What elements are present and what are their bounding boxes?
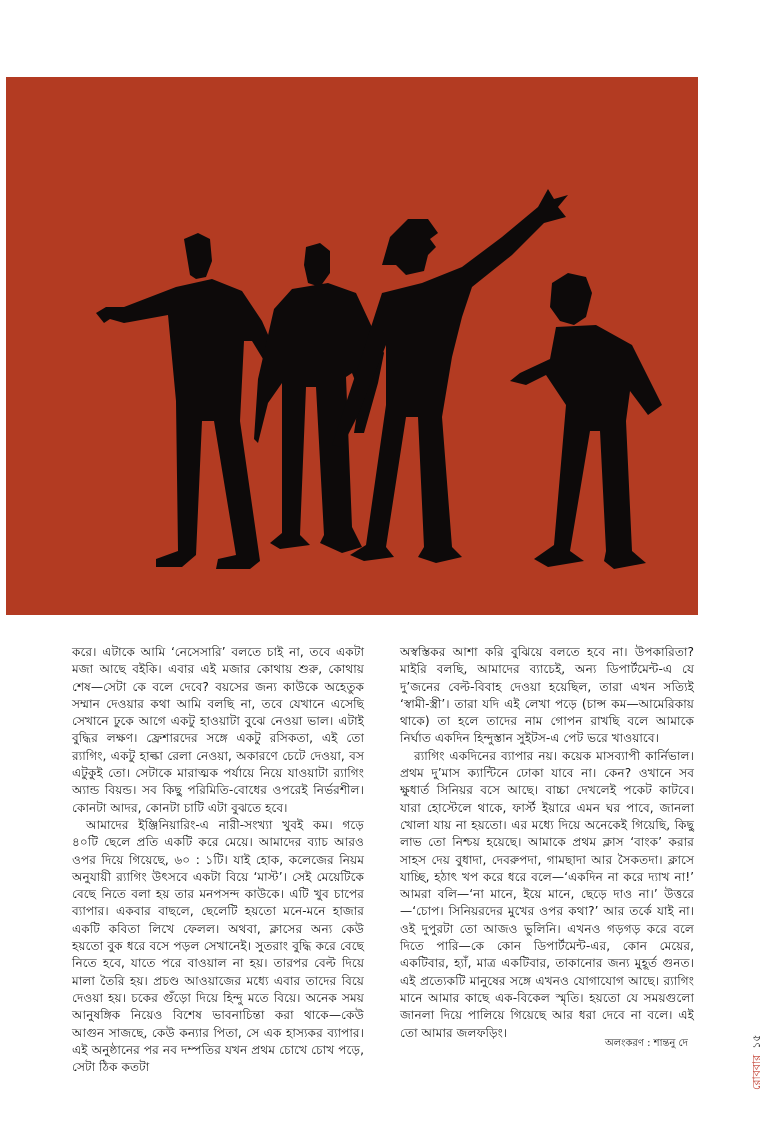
figure-hunched [510,273,662,569]
silhouette-figures-illustration [6,77,698,615]
paragraph: র‍্যাগিং একদিনের ব্যাপার নয়। কয়েক মাসব্যাপী কার্নিভাল। প্রথম দু’মাস ক্যান্টিনে ঢোকা যাবে না। কেন? ওখানে সব ক্ষুধার্ত সিনিয়র বসে আছে। বাচ্চা দেখলেই পকেট কাটবে। যারা হোস্টেলে থাকে, ফার্স্ট ইয়ারে এমন ঘর পাবে, জানলা খোলা যায় না হয়তো। এর মধ্যে দিয়ে অনেকেই গিয়েছি, কিছু লাভ তো নিশ্চয় হয়েছে। আমাকে প্রথম ক্লাস ‘বাংক’ করার সাহস দেয় বুধাদা, দেবরুপদা, গামছাদা আর সৈকতদা। ক্লাসে যাচ্ছি, হঠাৎ খপ করে ধরে বলে—‘একদিন না করে দ্যাখ না!’ আমরা বলি—‘না মানে, ইয়ে মানে, ছেড়ে দাও না।’ উত্তরে—‘চোপ। সিনিয়রদের মুখের ওপর কথা?’ আর তর্কে যাই না। ওই দুপুরটা তো আজও ভুলিনি। এখনও গড়গড় করে বলে দিতে পারি—কে কোন ডিপার্টমেন্ট-এর, কোন মেয়ের, একটিবার, হ্যাঁ, মাত্র একটিবার, তাকানোর জন্য মুহূর্ত গুনত। এই প্রত্যেকটি মানুষের সঙ্গে এখনও যোগাযোগ আছে। র‍্যাগিং মানে আমার কাছে এক-বিকেল স্মৃতি। হয়তো যে সময়গুলো জানলা দিয়ে পালিয়ে গিয়েছে আর ধরা দেবে না বলে। এই তো আমার জলফড়িং। [400,748,694,1040]
page-folio [748,1035,767,1090]
paragraph: আমাদের ইঞ্জিনিয়ারিং-এ নারী-সংখ্যা খুবই কম। গড়ে ৪০টি ছেলে প্রতি একটি করে মেয়ে। আমাদের ব্যাচ আরও ওপর দিয়ে গিয়েছে, ৬০ : ১টি। যাই হোক, কলেজের নিয়ম অনুযায়ী র‍্যাগিং উৎসবে একটা বিয়ে ‘মাস্ট’। সেই মেয়েটিকে বেছে নিতে বলা হয় তার মনপসন্দ কাউকে। এটি খুব চাপের ব্যাপার। একবার বাছলে, ছেলেটি হয়তো মনে-মনে হাজার একটি কবিতা লিখে ফেলল। অথবা, ক্লাসের অন্য কেউ হয়তো বুক ধরে বসে পড়ল সেখানেই। সুতরাং বুদ্ধি করে বেছে নিতে হবে, যাতে পরে বাওয়াল না হয়। তারপর বেল্ট দিয়ে মালা তৈরি হয়। প্রচণ্ড আওয়াজের মধ্যে এবার তাদের বিয়ে দেওয়া হয়। চকের গুঁড়ো দিয়ে হিন্দু মতে বিয়ে। অনেক সময় আনুষঙ্গিক নিয়েও বিশেষ ভাবনাচিন্তা করা থাকে—কেউ আগুন সাজছে, কেউ কন্যার পিতা, সে এক হাস্যকর ব্যাপার। এই অনুষ্ঠানের পর নব দম্পতির যখন প্রথম চোখে চোখ পড়ে, সেটা ঠিক কতটা [72,817,364,1075]
figure-pointing-left [96,233,284,569]
magazine-name: রোববার [750,1054,763,1090]
page-number: ১৫ [750,1034,763,1049]
paragraph: অস্বস্তিকর আশা করি বুঝিয়ে বলতে হবে না। উপকারিতা? মাইরি বলছি, আমাদের ব্যাচেই, অন্য ডিপার্টমেন্ট-এ যে দু’জনের বেল্ট-বিবাহ দেওয়া হয়েছিল, তারা এখন সত্যিই ‘স্বামী-স্ত্রী’। তারা যদি এই লেখা পড়ে (চান্স কম—আমেরিকায় থাকে) তা হলে তাদের নাম গোপন রাখছি বলে আমাকে নির্ঘাত একদিন হিন্দুস্তান সুইটস-এ পেট ভরে খাওয়াবে। [400,645,694,746]
article-column-right [400,644,694,1042]
article-illustration [6,77,698,615]
paragraph: করে। এটাকে আমি ‘নেসেসারি’ বলতে চাই না, তবে একটা মজা আছে বইকি। এবার এই মজার কোথায় শুরু, কোথায় শেষ—সেটা কে বলে দেবে? বয়সের জন্য কাউকে অহেতুক সম্মান দেওয়ার কথা আমি বলছি না, তবে যেখানে এসেছি সেখানে ঢুকে আগে একটু হাওয়াটা বুঝে নেওয়া ভাল। এটাই বুদ্ধির লক্ষণ। ফ্রেশারদের সঙ্গে একটু রসিকতা, এই তো র‍্যাগিং, একটু হাল্কা রেলা নেওয়া, অকারণে চেটে দেওয়া, বস এটুকুই তো। সেটাকে মারাত্মক পর্যায়ে নিয়ে যাওয়াটা র‍্যাগিং অ্যান্ড বিয়ন্ড। সব কিছু পরিমিতি-বোধের ওপরেই নির্ভরশীল। কোনটা আদর, কোনটা চাটি এটা বুঝতে হবে। [72,645,364,815]
article-column-left [72,644,364,1076]
illustration-credit: অলংকরণ : শান্তনু দে [605,1038,688,1049]
